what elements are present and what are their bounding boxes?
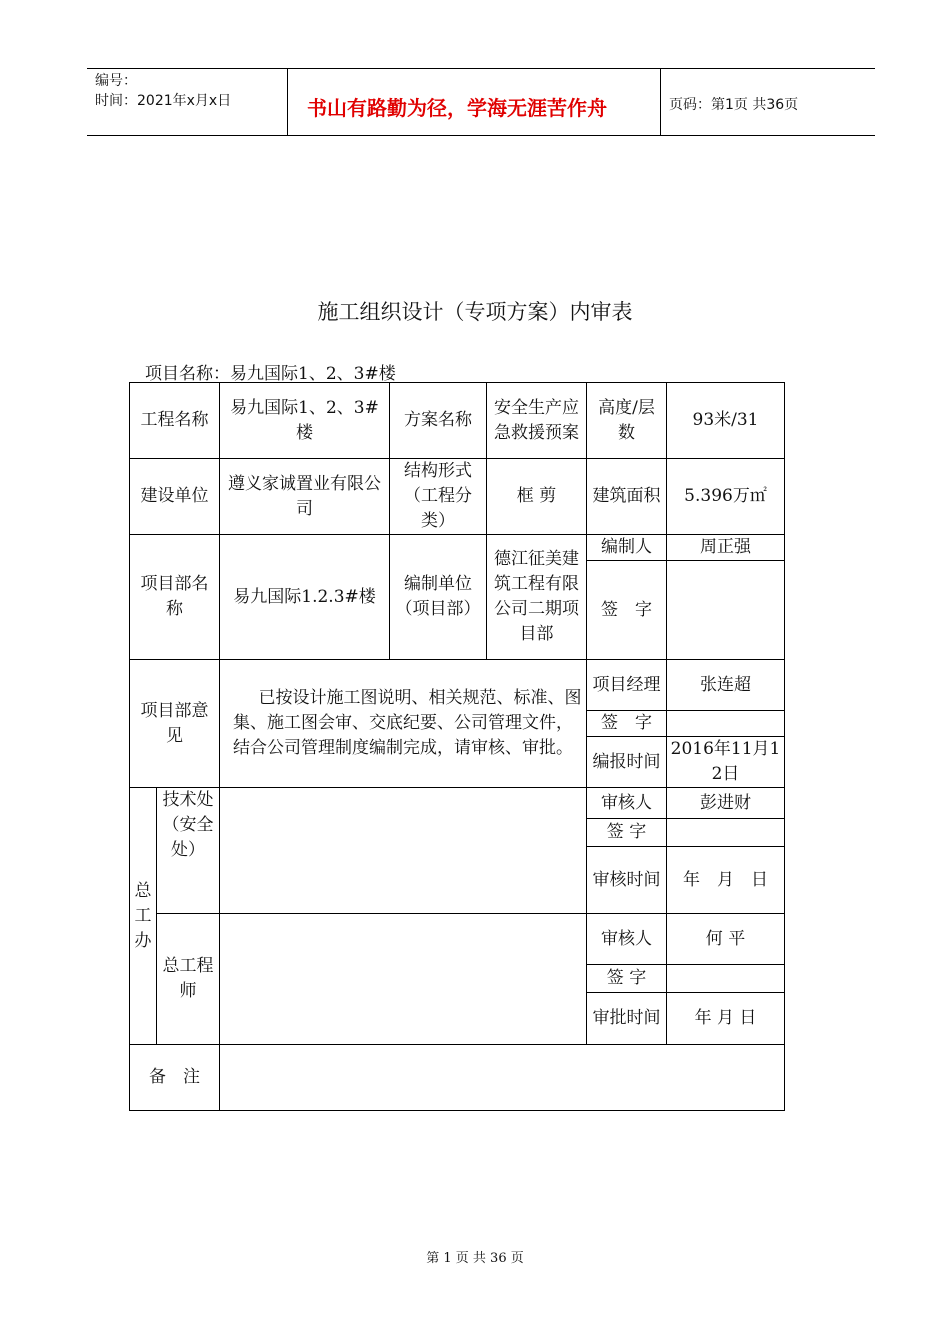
value-chief-engineer xyxy=(220,914,587,1045)
value-review-time-1: 年 月 日 xyxy=(667,847,785,914)
label-reviewer-1: 审核人 xyxy=(587,788,667,819)
header-page-label: 页码：第1页 共36页 xyxy=(669,97,799,113)
label-opinion: 项目部意见 xyxy=(130,660,220,788)
row-builder xyxy=(130,459,785,535)
header-motto: 书山有路勤为径，学海无涯苦作舟 xyxy=(307,96,607,120)
value-project-name: 易九国际1、2、3#楼 xyxy=(220,383,390,459)
label-structure: 结构形式（工程分类） xyxy=(390,459,487,535)
value-approval-time: 年 月 日 xyxy=(667,993,785,1045)
label-tech-dept: 技术处（安全处） xyxy=(157,788,220,914)
label-compiler: 编制人 xyxy=(587,535,667,561)
doc-number-label: 编号： xyxy=(95,73,137,89)
header-divider-left xyxy=(287,68,288,136)
label-signature-2: 签 字 xyxy=(587,965,667,993)
value-height-floors: 93米/31 xyxy=(667,383,785,459)
label-approval-time: 审批时间 xyxy=(587,993,667,1045)
label-plan-name: 方案名称 xyxy=(390,383,487,459)
label-signature: 签 字 xyxy=(587,561,667,660)
row-opinion-a xyxy=(130,660,785,711)
value-builder: 遵义家诚置业有限公司 xyxy=(220,459,390,535)
value-department: 易九国际1.2.3#楼 xyxy=(220,535,390,660)
row-tech-a xyxy=(130,788,785,819)
header-bottom-rule xyxy=(87,135,875,136)
project-name-line: 项目名称：易九国际1、2、3#楼 xyxy=(145,364,396,384)
document-title: 施工组织设计（专项方案）内审表 xyxy=(317,300,633,324)
value-signature-2 xyxy=(667,965,785,993)
value-compiler-unit: 德江征美建筑工程有限公司二期项目部 xyxy=(487,535,587,660)
value-manager-signature xyxy=(667,711,785,737)
label-manager-signature: 签 字 xyxy=(587,711,667,737)
row-chief-a xyxy=(130,914,785,965)
value-reviewer-1: 彭进财 xyxy=(667,788,785,819)
value-compiler: 周正强 xyxy=(667,535,785,561)
row-project xyxy=(130,383,785,459)
value-report-time: 2016年11月12日 xyxy=(667,737,785,788)
value-reviewer-2: 何 平 xyxy=(667,914,785,965)
value-signature xyxy=(667,561,785,660)
label-chief-office: 总工办 xyxy=(130,788,157,1045)
opinion-text: 已按设计施工图说明、相关规范、标准、图集、施工图会审、交底纪要、公司管理文件， 结合公司管理制度编制完成，请审核、审批。 xyxy=(233,688,582,758)
value-structure: 框 剪 xyxy=(487,459,587,535)
value-plan-name: 安全生产应急救援预案 xyxy=(487,383,587,459)
label-report-time: 编报时间 xyxy=(587,737,667,788)
value-signature-1 xyxy=(667,819,785,847)
label-project-name: 工程名称 xyxy=(130,383,220,459)
value-tech-dept xyxy=(220,788,587,914)
doc-time-label: 时间：2021年x月x日 xyxy=(95,93,232,109)
label-reviewer-2: 审核人 xyxy=(587,914,667,965)
label-height-floors: 高度/层数 xyxy=(587,383,667,459)
label-remarks: 备 注 xyxy=(130,1045,220,1111)
label-builder: 建设单位 xyxy=(130,459,220,535)
row-remarks xyxy=(130,1045,785,1111)
header-divider-right xyxy=(660,68,661,136)
row-department-a xyxy=(130,535,785,561)
label-review-time-1: 审核时间 xyxy=(587,847,667,914)
value-remarks xyxy=(220,1045,785,1111)
label-floor-area: 建筑面积 xyxy=(587,459,667,535)
label-project-manager: 项目经理 xyxy=(587,660,667,711)
label-chief-engineer: 总工程师 xyxy=(157,914,220,1045)
value-floor-area: 5.396万㎡ xyxy=(667,459,785,535)
review-table xyxy=(129,382,785,1111)
header-top-rule xyxy=(87,68,875,69)
page-footer: 第 1 页 共 36 页 xyxy=(426,1251,524,1266)
label-compiler-unit: 编制单位（项目部） xyxy=(390,535,487,660)
value-opinion xyxy=(220,660,587,788)
label-signature-1: 签 字 xyxy=(587,819,667,847)
value-project-manager: 张连超 xyxy=(667,660,785,711)
label-department: 项目部名称 xyxy=(130,535,220,660)
